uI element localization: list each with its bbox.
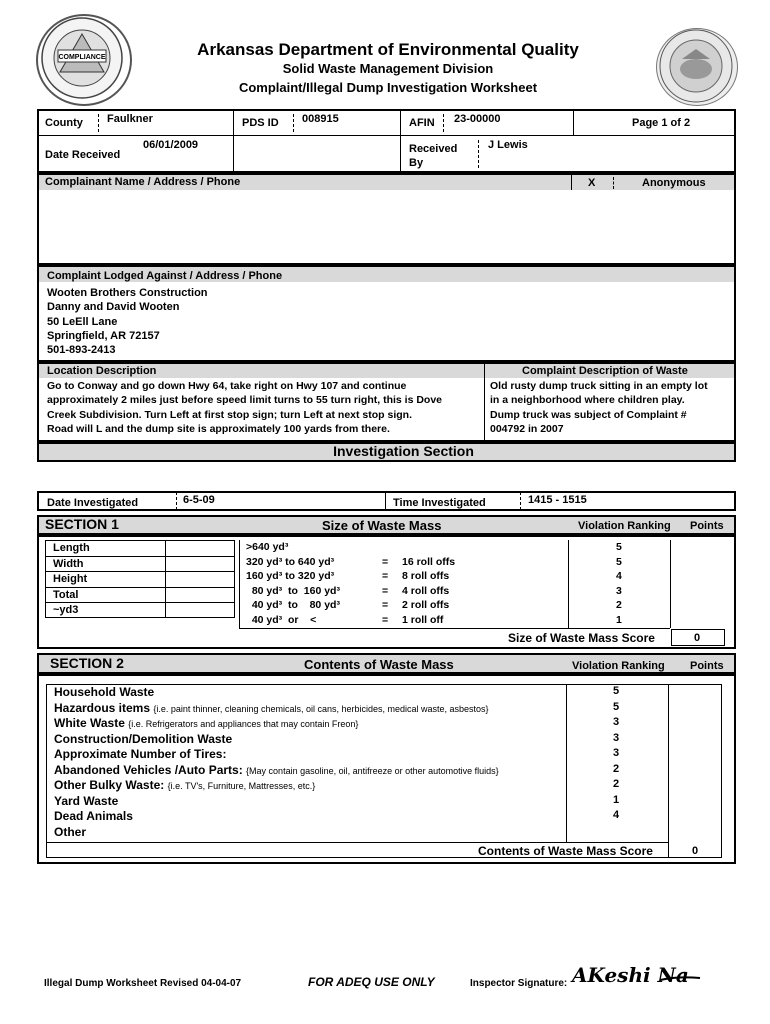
compliance-seal-icon <box>38 16 126 100</box>
waste-desc-line: 004792 in 2007 <box>490 422 564 435</box>
waste-desc-line: Dump truck was subject of Complaint # <box>490 408 687 421</box>
lodged-against-lines[interactable] <box>47 286 208 357</box>
section1-points-label: Points <box>690 520 724 532</box>
pds-id-value[interactable]: 008915 <box>302 113 339 125</box>
date-investigated-label: Date Investigated <box>47 497 139 509</box>
content-label: Hazardous items <box>54 700 151 715</box>
dim-yd3: ~yd3 <box>53 604 79 616</box>
lodged-line: Danny and David Wooten <box>47 301 180 314</box>
contents-score-label: Contents of Waste Mass Score <box>478 844 653 858</box>
date-investigated-value[interactable]: 6-5-09 <box>183 494 215 506</box>
anonymous-checkmark[interactable]: X <box>588 177 596 189</box>
investigation-title: Investigation Section <box>333 443 474 459</box>
dim-height: Height <box>53 573 88 585</box>
signature-text: AKeshi Na <box>572 963 689 987</box>
page-title: Arkansas Department of Environmental Quality <box>197 40 579 59</box>
section1-name: SECTION 1 <box>45 516 119 532</box>
size-row: >640 yd³ 5 320 yd³ to 640 yd³ = 16 roll offs 5 160 yd³ to 320 yd³ = 8 roll offs 4 80 yd³ to 160 yd³ = 4 roll offs 3 40 yd³ to 80 yd³ = 2 roll offs 2 40 yd³ or < = 1 roll off 1 <box>246 541 622 626</box>
content-label: Construction/Demolition Waste <box>54 731 233 746</box>
section2-title: Contents of Waste Mass <box>304 657 454 672</box>
section2-name: SECTION 2 <box>50 655 124 671</box>
date-received-value[interactable]: 06/01/2009 <box>143 139 199 151</box>
location-line: approximately 2 miles just before speed limit turns to 55 turn right, this is Dove <box>47 394 443 407</box>
contents-rows: Household Waste 5 Hazardous items {i.e. paint thinner, cleaning chemicals, oil cans, herbicides, medical waste, asbestos} 5 White Waste {i.e. Refrigerators and appliances that may contain Freon} 3 Construction/Demolition Waste 3 Approximate Number of Tires: 3 Abandoned Vehicles /Auto Parts: {May contain gasoline, oil, antifreeze or other automotive fluids} 2 Other Bulky Waste: {i.e. TV's, Furniture, Mattresses, etc.} 2 Yard Waste 1 Dead Animals 4 Other <box>54 685 620 839</box>
worksheet-title: Complaint/Illegal Dump Investigation Worksheet <box>238 80 538 95</box>
dim-width: Width <box>53 557 84 570</box>
signature-scribble-icon <box>568 958 708 992</box>
received-by-label: Received By <box>409 143 458 169</box>
content-label: Other <box>54 824 87 839</box>
signature-label: Inspector Signature: <box>470 978 568 989</box>
location-lines[interactable] <box>47 379 442 436</box>
adeq-compliance-logo <box>36 14 132 106</box>
afin-label: AFIN <box>409 117 435 129</box>
location-line: Go to Conway and go down Hwy 64, take right on Hwy 107 and continue <box>47 380 407 392</box>
arkansas-state-seal <box>656 28 738 106</box>
waste-desc-line: in a neighborhood where children play. <box>490 394 685 407</box>
content-label: Abandoned Vehicles /Auto Parts: <box>54 762 243 777</box>
received-by-value[interactable]: J Lewis <box>488 139 528 151</box>
size-score-value[interactable]: 0 <box>694 632 701 644</box>
section2-ranking-label: Violation Ranking <box>572 660 665 672</box>
anonymous-label: Anonymous <box>642 177 706 189</box>
contents-score-value[interactable]: 0 <box>692 845 699 857</box>
investigation-date-box <box>37 491 736 511</box>
complainant-label: Complainant Name / Address / Phone <box>45 176 241 188</box>
location-label: Location Description <box>47 365 157 377</box>
location-line: Creek Subdivision. Turn Left at first stop sign; turn Left at next stop sign. <box>47 408 412 421</box>
content-label: White Waste <box>54 716 125 730</box>
section1-title: Size of Waste Mass <box>322 518 442 533</box>
state-seal-icon <box>657 29 735 103</box>
section1-ranking-label: Violation Ranking <box>578 520 671 532</box>
adeq-use-only: FOR ADEQ USE ONLY <box>308 975 435 989</box>
county-value[interactable]: Faulkner <box>107 113 153 125</box>
logo-center-text: COMPLIANCE <box>58 54 106 61</box>
waste-description-lines[interactable] <box>490 379 708 436</box>
time-investigated-label: Time Investigated <box>393 497 486 509</box>
content-label: Yard Waste <box>54 793 119 808</box>
pds-id-label: PDS ID <box>242 117 279 129</box>
lodged-line: 501-893-2413 <box>47 344 116 357</box>
waste-description-label: Complaint Description of Waste <box>522 365 688 377</box>
location-line: Road will L and the dump site is approximately 100 yards from there. <box>47 422 390 435</box>
content-label: Household Waste <box>54 685 155 699</box>
lodged-against-label: Complaint Lodged Against / Address / Phone <box>47 270 283 282</box>
content-label: Dead Animals <box>54 809 133 823</box>
content-label: Other Bulky Waste: <box>54 778 165 792</box>
revision-note: Illegal Dump Worksheet Revised 04-04-07 <box>44 978 242 989</box>
dim-length: Length <box>53 542 90 554</box>
county-label: County <box>45 117 83 129</box>
inspector-signature[interactable] <box>568 958 708 992</box>
time-investigated-value[interactable]: 1415 - 1515 <box>528 494 587 506</box>
lodged-line: Springfield, AR 72157 <box>47 329 160 342</box>
dim-total: Total <box>53 588 79 601</box>
lodged-line: Wooten Brothers Construction <box>47 287 208 299</box>
date-received-label: Date Received <box>45 149 121 161</box>
dimension-labels <box>53 541 90 619</box>
afin-value[interactable]: 23-00000 <box>454 113 501 125</box>
section2-points-label: Points <box>690 660 724 672</box>
waste-desc-line: Old rusty dump truck sitting in an empty lot <box>490 380 708 392</box>
lodged-line: 50 LeEll Lane <box>47 315 118 328</box>
division-title: Solid Waste Management Division <box>282 61 494 76</box>
size-score-label: Size of Waste Mass Score <box>508 631 655 645</box>
content-label: Approximate Number of Tires: <box>54 747 227 761</box>
page-number: Page 1 of 2 <box>632 117 691 129</box>
